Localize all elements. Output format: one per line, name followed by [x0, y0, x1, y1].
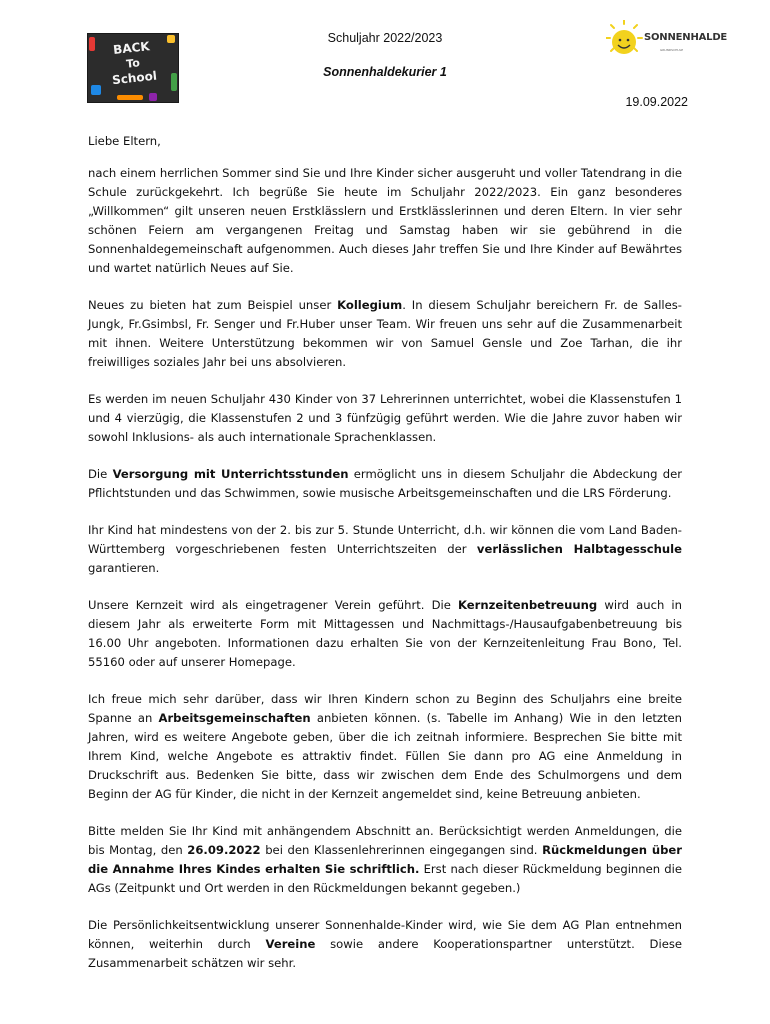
paragraph-intro: nach einem herrlichen Sommer sind Sie und Ihre Kinder sicher ausgeruht und voller Tatendrang in die Schule zurückgekehrt. Ich begrüße Sie heute im Schuljahr 2022/2023. Ein ganz besonderes „Willkommen“ gilt unseren neuen Erstklässlern und Erstklässlerinnen und deren Eltern. In vier sehr schönen Feiern am vergangenen Freitag und Samstag haben wir sie gebührend in die Sonnenhaldegemeinschaft aufgenommen. Auch dieses Jahr treffen Sie und Ihre Kinder auf Bewährtes und wartet natürlich Neues auf Sie.	[88, 166, 682, 275]
logo-name: SONNENHALDE	[644, 32, 728, 43]
paragraph-classes: Es werden im neuen Schuljahr 430 Kinder von 37 Lehrerinnen unterrichtet, wobei die Klassenstufen 1 und 4 vierzügig, die Klassenstufen 2 und 3 fünfzügig geführt werden. Wie die Jahre zuvor haben wir sowohl Inklusions- als auch internationale Sprachenklassen.	[88, 392, 682, 444]
paragraph-vereine: Die Persönlichkeitsentwicklung unserer Sonnenhalde-Kinder wird, wie Sie dem AG Plan entnehmen können, weiterhin durch Vereine sowie andere Kooperationspartner unterstützt. Diese Zusammenarbeit schätzen wir sehr.	[88, 918, 683, 970]
letter-date: 19.09.2022	[625, 95, 688, 109]
paragraph-arbeitsgemeinschaften: Ich freue mich sehr darüber, dass wir Ihren Kindern schon zu Beginn des Schuljahrs eine breite Spanne an Arbeitsgemeinschaften anbieten können. (s. Tabelle im Anhang) Wie in den letzten Jahren, wird es weitere Angebote geben, über die ich zeitnah informiere. Besprechen Sie bitte mit Ihrem Kind, welche Angebote es attraktiv findet. Füllen Sie dann pro AG eine Anmeldung in Druckschrift aus. Bedenken Sie bitte, dass wir zwischen dem Ende des Schulmorgens und dem Beginn der AG für Kinder, die nicht in der Kernzeit angemeldet sind, keine Betreuung anbieten.	[88, 692, 682, 801]
paragraph-halbtagesschule: Ihr Kind hat mindestens von der 2. bis zur 5. Stunde Unterricht, d.h. wir können die vom Land Baden-Württemberg vorgeschriebenen festen Unterrichtszeiten der verlässlichen Halbtagesschule garantieren.	[88, 523, 682, 575]
sonnenhalde-logo	[606, 20, 716, 70]
back-to-school-image	[87, 33, 179, 103]
logo-subtitle: GRUNDSCHULE	[660, 48, 684, 52]
paragraph-kollegium: Neues zu bieten hat zum Beispiel unser Kollegium. In diesem Schuljahr bereichern Fr. de Salles-Jungk, Fr.Gsimbsl, Fr. Senger und Fr.Huber unser Team. Wir freuen uns sehr auf die Zusammenarbeit mit ihnen. Weitere Unterstützung bekommen wir von Samuel Gensle und Zoe Tarhan, die ihr freiwilliges soziales Jahr bei uns absolvieren.	[88, 298, 682, 369]
paragraph-kernzeit: Unsere Kernzeit wird als eingetragener Verein geführt. Die Kernzeitenbetreuung wird auch in diesem Jahr als erweiterte Form mit Mittagessen und Nachmittags-/Hausaufgabenbetreuung bis 16.00 Uhr angeboten. Informationen dazu erhalten Sie von der Kernzeitenleitung Frau Bono, Tel. 55160 oder auf unserer Homepage.	[88, 598, 682, 669]
paragraph-anmeldung: Bitte melden Sie Ihr Kind mit anhängendem Abschnitt an. Berücksichtigt werden Anmeldungen, die bis Montag, den 26.09.2022 bei den Klassenlehrerinnen eingegangen sind. Rückmeldungen über die Annahme Ihres Kindes erhalten Sie schriftlich. Erst nach dieser Rückmeldung beginnen die AGs (Zeitpunkt und Ort werden in den Rückmeldungen bekannt gegeben.)	[88, 824, 683, 895]
school-year: Schuljahr 2022/2023	[327, 31, 443, 45]
greeting: Liebe Eltern,	[88, 134, 161, 148]
paragraph-versorgung: Die Versorgung mit Unterrichtsstunden ermöglicht uns in diesem Schuljahr die Abdeckung der Pflichtstunden und das Schwimmen, sowie musische Arbeitsgemeinschaften und die LRS Förderung.	[88, 467, 682, 500]
letter-body	[88, 132, 682, 991]
chalkboard-text: BACK To School	[111, 39, 158, 88]
newsletter-title: Sonnenhaldekurier 1	[323, 65, 447, 79]
